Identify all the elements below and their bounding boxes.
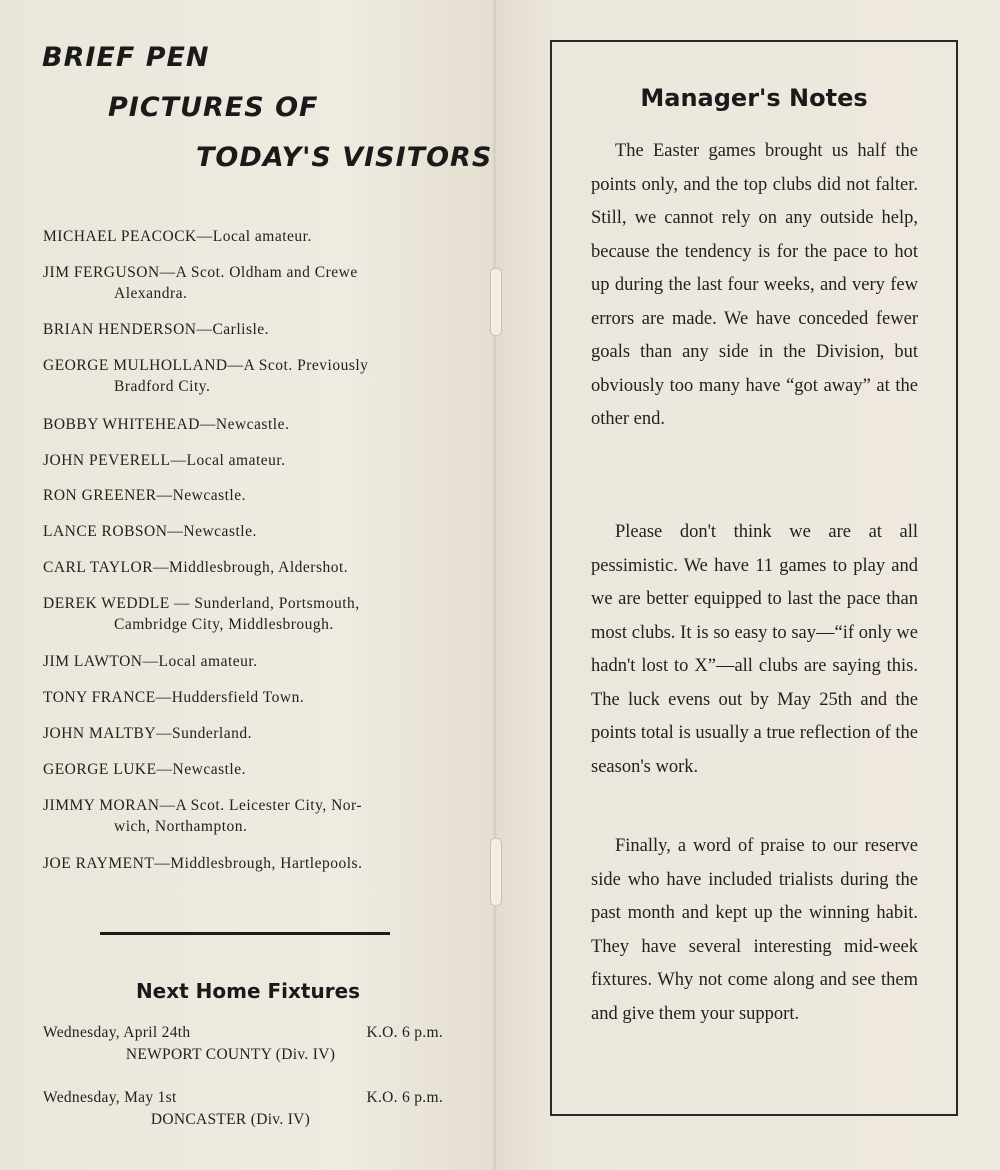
divider-rule	[100, 932, 390, 935]
fixture-row	[43, 1089, 443, 1107]
fixture-kickoff: K.O. 6 p.m.	[366, 1089, 443, 1106]
notes-title: Manager's Notes	[640, 84, 868, 112]
notes-paragraph: Please don't think we are at all pessimistic. We have 11 games to play and we are better equipped to last the pace than most clubs. It is so easy to say—“if only we hadn't lost to X”—all clubs are saying this. The luck evens out by May 25th and the points total is usually a true reflection of the season's work.	[591, 522, 918, 777]
player-entry	[43, 521, 443, 542]
fixture-opponent: NEWPORT COUNTY (Div. IV)	[125, 1046, 336, 1063]
staple	[490, 838, 502, 906]
heading-line-3: TODAY'S VISITORS	[196, 142, 493, 173]
notes-paragraph: Finally, a word of praise to our reserve side who have included trialists during the past month and kept up the winning habit. They have several interesting mid-week fixtures. Why not come along and see them and give them your support.	[591, 836, 918, 1024]
player-entry	[43, 723, 443, 744]
player-entry	[43, 485, 443, 506]
player-text-cont: Alexandra.	[114, 285, 188, 302]
fixture-kickoff: K.O. 6 p.m.	[366, 1024, 443, 1041]
player-text: JIMMY MORAN—A Scot. Leicester City, Nor-	[43, 797, 363, 814]
player-entry	[43, 593, 443, 635]
player-text: CARL TAYLOR—Middlesbrough, Aldershot.	[43, 559, 349, 576]
player-entry	[43, 759, 443, 780]
player-entry	[43, 687, 443, 708]
page-fold	[493, 0, 496, 1170]
player-text: GEORGE MULHOLLAND—A Scot. Previously	[43, 357, 369, 374]
fixture-date: Wednesday, April 24th	[43, 1024, 191, 1041]
player-text: JIM LAWTON—Local amateur.	[43, 653, 258, 670]
player-text: JIM FERGUSON—A Scot. Oldham and Crewe	[43, 264, 358, 281]
player-text-cont: Cambridge City, Middlesbrough.	[114, 616, 334, 633]
player-entry	[43, 853, 443, 874]
fixtures-title: Next Home Fixtures	[135, 979, 361, 1003]
player-entry	[43, 262, 443, 304]
fixture-row	[43, 1024, 443, 1042]
player-text: JOHN PEVERELL—Local amateur.	[43, 452, 286, 469]
player-entry	[43, 414, 443, 435]
player-text: MICHAEL PEACOCK—Local amateur.	[43, 228, 312, 245]
player-entry	[43, 795, 443, 837]
player-entry	[43, 651, 443, 672]
player-text: LANCE ROBSON—Newcastle.	[43, 523, 257, 540]
player-text: JOHN MALTBY—Sunderland.	[43, 725, 252, 742]
fixture-date: Wednesday, May 1st	[43, 1089, 177, 1106]
player-text-cont: Bradford City.	[114, 378, 211, 395]
player-text: GEORGE LUKE—Newcastle.	[43, 761, 246, 778]
player-text-cont: wich, Northampton.	[114, 818, 248, 835]
player-entry	[43, 355, 443, 397]
player-text: RON GREENER—Newcastle.	[43, 487, 246, 504]
player-text: TONY FRANCE—Huddersfield Town.	[43, 689, 305, 706]
player-text: BOBBY WHITEHEAD—Newcastle.	[43, 416, 290, 433]
heading-line-1: BRIEF PEN	[42, 42, 210, 73]
player-entry	[43, 450, 443, 471]
player-text: JOE RAYMENT—Middlesbrough, Hartlepools.	[43, 855, 363, 872]
player-entry	[43, 319, 443, 340]
heading-line-2: PICTURES OF	[108, 92, 319, 123]
player-text: DEREK WEDDLE — Sunderland, Portsmouth,	[43, 595, 360, 612]
player-entry	[43, 226, 443, 247]
fixture-opponent: DONCASTER (Div. IV)	[150, 1111, 311, 1128]
player-entry	[43, 557, 443, 578]
notes-paragraph: The Easter games brought us half the points only, and the top clubs did not falter. Still, we cannot rely on any outside help, because the tendency is for the pace to hot up during the last four weeks, and very few errors are made. We have conceded fewer goals than any side in the Division, but obviously too many have “got away” at the other end.	[591, 141, 918, 429]
staple	[490, 268, 502, 336]
player-text: BRIAN HENDERSON—Carlisle.	[43, 321, 270, 338]
